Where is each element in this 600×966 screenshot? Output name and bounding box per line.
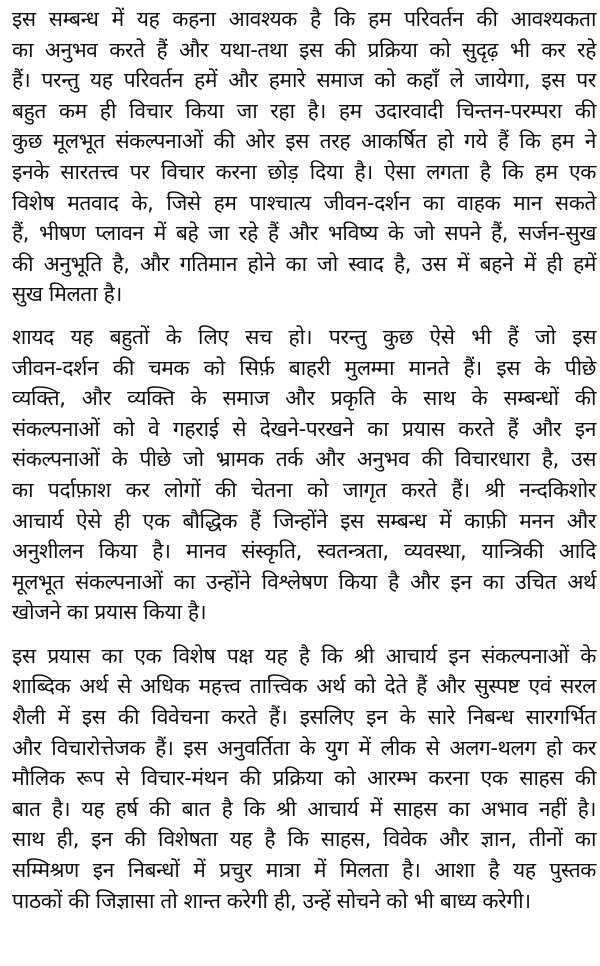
text-line: संकल्पनाओं को वे गहराई से देखने-परखने का प्रयास करते हैं और इन <box>12 416 596 441</box>
text-line: का अनुभव करते हैं और यथा-तथा इस की प्रक्रिया को सुदृढ़ भी कर रहे <box>12 37 596 62</box>
text-line: और विचारोत्तेजक हैं। इस अनुवर्तिता के युग में लीक से अलग-थलग हो कर <box>12 735 596 760</box>
text-line: सुख मिलता है। <box>12 282 122 307</box>
text-line: संकल्पनाओं के पीछे जो भ्रामक तर्क और अनुभव की विचारधारा है, उस <box>12 447 596 472</box>
text-line: शाब्दिक अर्थ से अधिक महत्त्व तात्त्विक अर्थ को देते हैं और सुस्पष्ट एवं सरल <box>12 674 596 699</box>
text-line: शैली में इस की विवेचना करते हैं। इसलिए इन के सारे निबन्ध सारगर्भित <box>12 705 596 730</box>
text-line: मौलिक रूप से विचार-मंथन की प्रक्रिया को आरम्भ करना एक साहस की <box>12 766 596 791</box>
text-line: इस सम्बन्ध में यह कहना आवश्यक है कि हम परिवर्तन की आवश्यकता <box>12 7 596 31</box>
text-line: व्यक्ति, और व्यक्ति के समाज और प्रकृति के साथ के सम्बन्धों की <box>12 386 596 411</box>
text-line: खोजने का प्रयास किया है। <box>12 600 207 625</box>
text-line: का पर्दाफ़ाश कर लोगों की चेतना को जागृत करते हैं। श्री नन्दकिशोर <box>12 477 596 502</box>
text-line: विशेष मतवाद के, जिसे हम पाश्चात्य जीवन-दर्शन का वाहक मान सकते <box>12 190 596 215</box>
text-line: पाठकों की जिज्ञासा तो शान्त करेगी ही, उन्हें सोचने को भी बाध्य करेगी। <box>12 888 531 913</box>
paragraph-3 <box>12 641 596 916</box>
text-line: साथ ही, इन की विशेषता यह है कि साहस, विवेक और ज्ञान, तीनों का <box>12 827 596 852</box>
paragraph-1 <box>12 4 596 310</box>
text-line: की अनुभूति है, और गतिमान होने का जो स्वाद है, उस में बहने में ही हमें <box>12 251 596 276</box>
document-page <box>12 0 596 966</box>
text-line: इनके सारतत्त्व पर विचार करना छोड़ दिया है। ऐसा लगता है कि हम एक <box>12 159 596 184</box>
text-line: बात है। यह हर्ष की बात है कि श्री आचार्य में साहस का अभाव नहीं है। <box>12 796 596 821</box>
text-line: जीवन-दर्शन की चमक को सिर्फ़ बाहरी मुलम्मा मानते हैं। इस के पीछे <box>12 355 596 380</box>
text-line: बहुत कम ही विचार किया जा रहा है। हम उदारवादी चिन्तन-परम्परा की <box>12 98 596 123</box>
text-line: सम्मिश्रण इन निबन्धों में प्रचुर मात्रा में मिलता है। आशा है यह पुस्तक <box>12 858 596 883</box>
text-line: शायद यह बहुतों के लिए सच हो। परन्तु कुछ ऐसे भी हैं जो इस <box>12 324 596 349</box>
text-line: कुछ मूलभूत संकल्पनाओं की ओर इस तरह आकर्षित हो गये हैं कि हम ने <box>12 129 596 154</box>
text-line: मूलभूत संकल्पनाओं का उन्होंने विश्लेषण किया है और इन का उचित अर्थ <box>12 569 596 594</box>
text-line: इस प्रयास का एक विशेष पक्ष यह है कि श्री आचार्य इन संकल्पनाओं के <box>12 643 596 668</box>
text-line: हैं, भीषण प्लावन में बहे जा रहे हैं और भविष्य के जो सपने हैं, सर्जन-सुख <box>12 221 596 246</box>
text-line: आचार्य ऐसे ही एक बौद्धिक हैं जिन्होंने इस सम्बन्ध में काफ़ी मनन और <box>12 508 596 533</box>
text-line: हैं। परन्तु यह परिवर्तन हमें और हमारे समाज को कहाँ ले जायेगा, इस पर <box>12 68 596 93</box>
paragraph-2 <box>12 322 596 628</box>
text-line: अनुशीलन किया है। मानव संस्कृति, स्वतन्त्रता, व्यवस्था, यान्त्रिकी आदि <box>12 539 596 564</box>
